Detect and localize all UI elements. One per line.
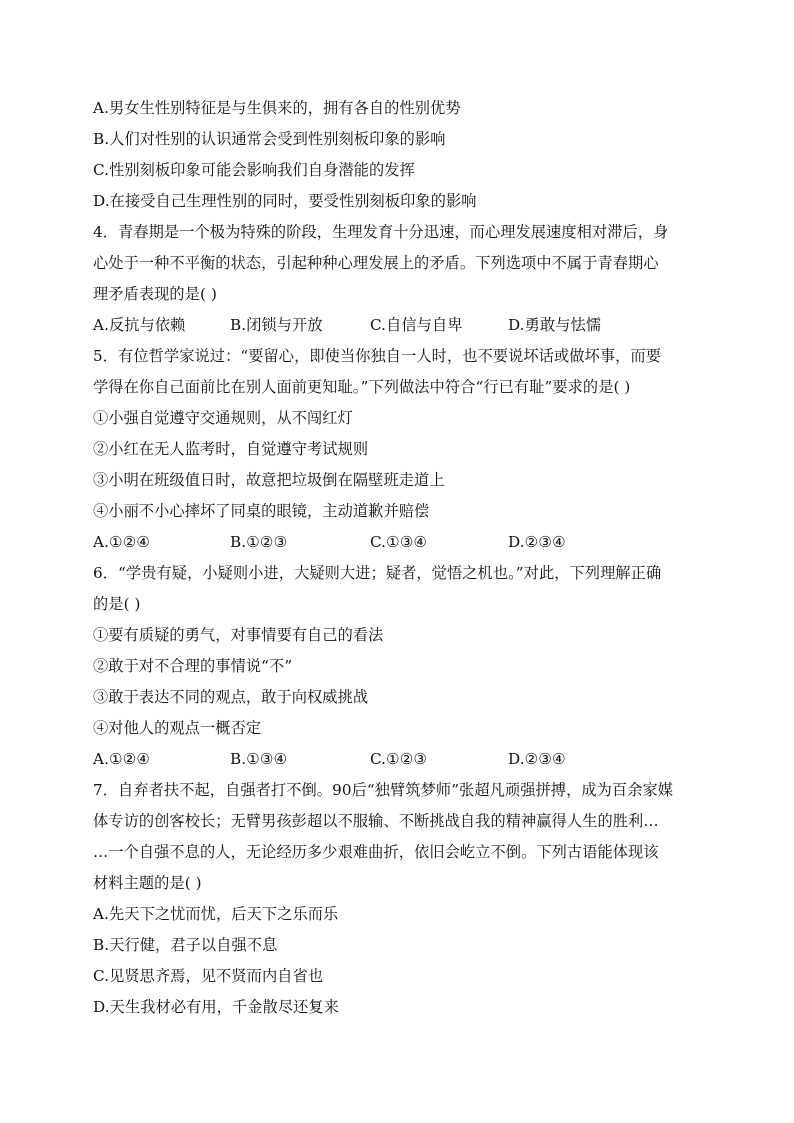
statement-item: ③小明在班级值日时，故意把垃圾倒在隔壁班走道上: [93, 471, 445, 489]
exam-page: [93, 93, 708, 1023]
option-b: B.①②③: [230, 533, 288, 551]
question-stem-line: 的是( ): [93, 595, 141, 613]
option-b: B.人们对性别的认识通常会受到性别刻板印象的影响: [93, 130, 446, 148]
option-d: D.勇敢与怯懦: [508, 316, 602, 334]
option-b: B.①③④: [230, 750, 288, 768]
question-stem-line: 4．青春期是一个极为特殊的阶段，生理发育十分迅速，而心理发展速度相对滞后，身: [93, 223, 669, 241]
option-a: A.先天下之忧而忧，后天下之乐而乐: [93, 905, 339, 923]
statement-item: ④对他人的观点一概否定: [93, 719, 262, 737]
option-c: C.①③④: [370, 533, 428, 551]
option-d: D.②③④: [508, 750, 566, 768]
answer-options: [93, 744, 708, 775]
option-a: A.反抗与依赖: [93, 316, 186, 334]
statement-item: ①要有质疑的勇气，对事情要有自己的看法: [93, 626, 384, 644]
question-4: [93, 217, 708, 341]
option-d: D.天生我材必有用，千金散尽还复来: [93, 998, 339, 1016]
question-stem-line: …一个自强不息的人，无论经历多少艰难曲折，依旧会屹立不倒。下列古语能体现该: [93, 843, 659, 861]
question-stem-line: 材料主题的是( ): [93, 874, 202, 892]
question-stem-line: 理矛盾表现的是( ): [93, 285, 217, 303]
statement-item: ②敢于对不合理的事情说“不”: [93, 657, 293, 675]
statement-item: ③敢于表达不同的观点，敢于向权威挑战: [93, 688, 369, 706]
option-c: C.性别刻板印象可能会影响我们自身潜能的发挥: [93, 161, 415, 179]
question-stem-line: 6．“学贵有疑，小疑则小进，大疑则大进；疑者，觉悟之机也。”对此，下列理解正确: [93, 564, 662, 582]
option-c: C.自信与自卑: [370, 316, 463, 334]
statement-item: ①小强自觉遵守交通规则，从不闯红灯: [93, 409, 353, 427]
option-a: A.①②④: [93, 533, 151, 551]
question-stem-line: 学得在你自己面前比在别人面前更知耻。”下列做法中符合“行已有耻”要求的是( ): [93, 378, 631, 396]
answer-options: [93, 527, 708, 558]
option-c: C.①②③: [370, 750, 428, 768]
statement-item: ②小红在无人监考时，自觉遵守考试规则: [93, 440, 369, 458]
question-stem-line: 体专访的创客校长；无臂男孩彭超以不服输、不断挑战自我的精神赢得人生的胜利…: [93, 812, 659, 830]
option-a: A.①②④: [93, 750, 151, 768]
question-stem-line: 7．自弃者扶不起，自强者打不倒。90后“独臂筑梦师”张超凡顽强拼搏，成为百余家媒: [93, 781, 674, 799]
question-6: [93, 558, 708, 775]
question-5: [93, 341, 708, 558]
question-3-options: [93, 93, 708, 217]
option-d: D.在接受自己生理性别的同时，要受性别刻板印象的影响: [93, 192, 477, 210]
option-c: C.见贤思齐焉，见不贤而内自省也: [93, 967, 324, 985]
option-d: D.②③④: [508, 533, 566, 551]
option-b: B.天行健，君子以自强不息: [93, 936, 278, 954]
answer-options: [93, 310, 708, 341]
option-b: B.闭锁与开放: [230, 316, 323, 334]
statement-item: ④小丽不小心摔坏了同桌的眼镜，主动道歉并赔偿: [93, 502, 430, 520]
question-stem-line: 5．有位哲学家说过：“要留心，即使当你独自一人时，也不要说坏话或做坏事，而要: [93, 347, 661, 365]
option-a: A.男女生性别特征是与生俱来的，拥有各自的性别优势: [93, 99, 461, 117]
question-7: [93, 775, 708, 1023]
question-stem-line: 心处于一种不平衡的状态，引起种种心理发展上的矛盾。下列选项中不属于青春期心: [93, 254, 659, 272]
